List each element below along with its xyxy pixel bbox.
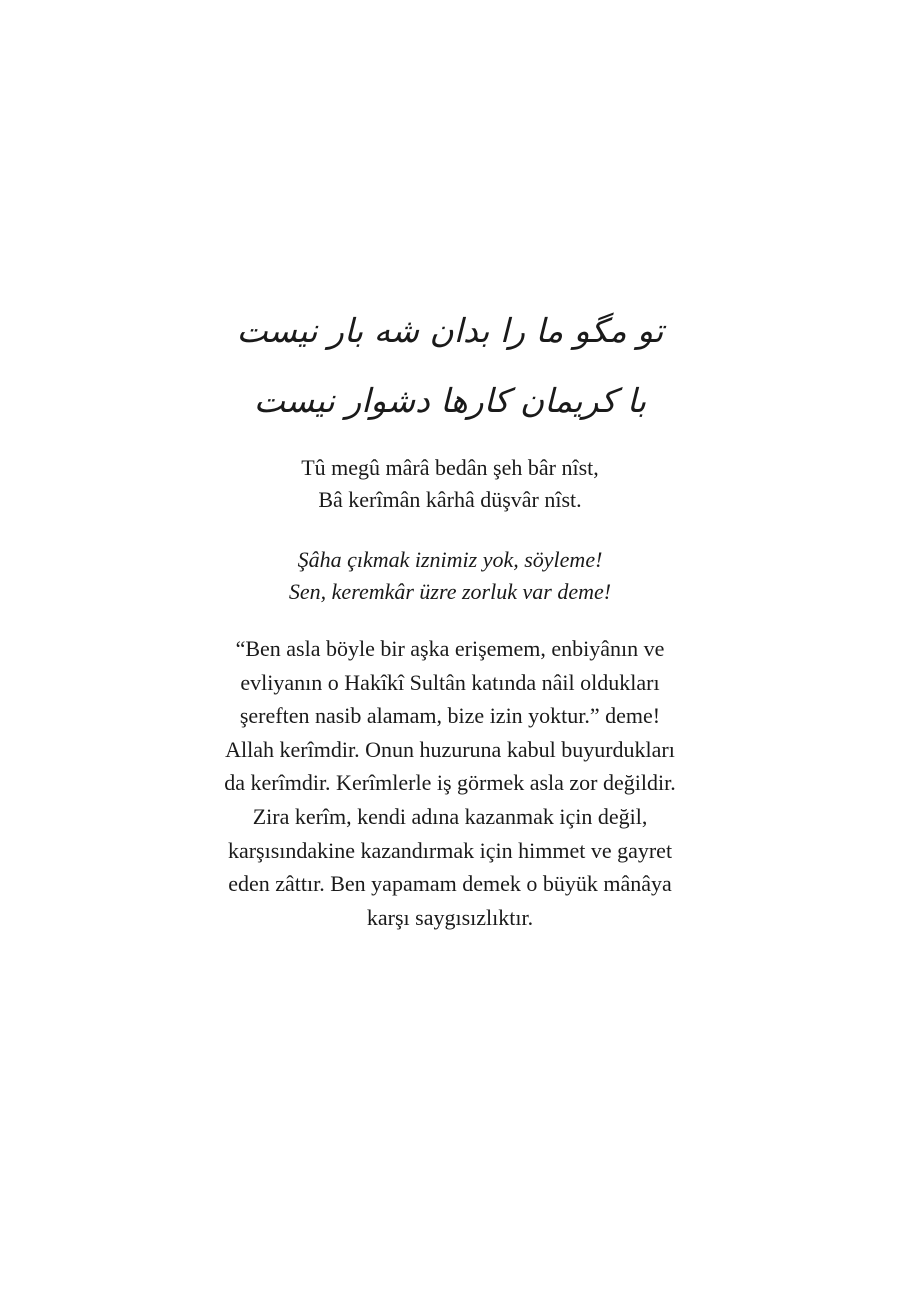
commentary-line: karşı saygısızlıktır.	[366, 904, 534, 930]
persian-verse-line-1: تو مگو ما را بدان شه بار نیست	[236, 311, 664, 350]
commentary-line: karşısındakine kazandırmak için himmet ve gayret	[227, 837, 673, 863]
commentary-line: Zira kerîm, kendi adına kazanmak için değil,	[252, 803, 648, 829]
turkish-verse-line-2: Sen, keremkâr üzre zorluk var deme!	[288, 579, 612, 604]
commentary-line: da kerîmdir. Kerîmlerle iş görmek asla zor değildir.	[224, 770, 676, 796]
commentary-line: evliyanın o Hakîkî Sultân katında nâil oldukları	[240, 669, 660, 695]
transliteration-block	[0, 452, 900, 516]
commentary-line: Allah kerîmdir. Onun huzuruna kabul buyurdukları	[225, 736, 675, 762]
commentary-line: “Ben asla böyle bir aşka erişemem, enbiyânın ve	[235, 636, 665, 661]
persian-verse-line-2: با کریمان کارها دشوار نیست	[253, 381, 647, 420]
transliteration-line-1: Tû megû mârâ bedân şeh bâr nîst,	[301, 455, 599, 480]
turkish-verse-block	[0, 544, 900, 608]
commentary-paragraph	[0, 632, 900, 934]
commentary-line: eden zâttır. Ben yapamam demek o büyük mânâya	[228, 871, 672, 897]
turkish-verse-line-1: Şâha çıkmak iznimiz yok, söyleme!	[297, 547, 603, 572]
transliteration-line-2: Bâ kerîmân kârhâ düşvâr nîst.	[318, 487, 582, 512]
commentary-line: şereften nasib alamam, bize izin yoktur.” deme!	[239, 703, 661, 729]
